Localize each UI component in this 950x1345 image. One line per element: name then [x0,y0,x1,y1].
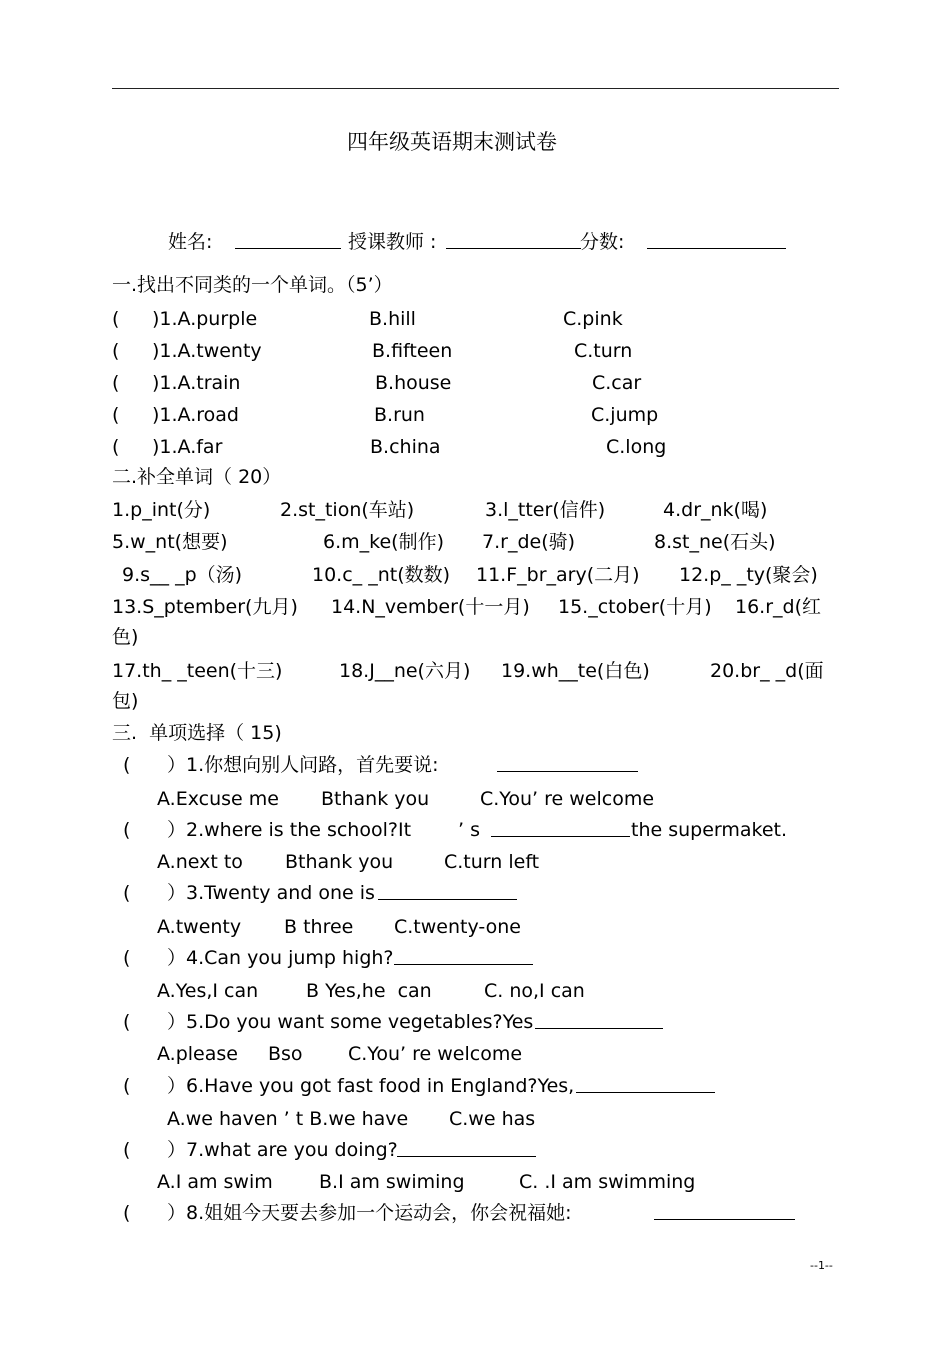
top-rule [112,88,839,89]
q1-option-c: C.You’ re welcome [480,788,655,810]
s1-item4-c: C.jump [591,404,659,426]
s2-word-2[interactable]: 2.st_tion(车站) [280,499,415,521]
s2-word-9[interactable]: 9.s__ _p（汤) [122,564,243,586]
q2-option-c: C.turn left [444,851,540,873]
s2-word-18[interactable]: 18.J__ne(六月) [339,660,471,682]
s2-word-20[interactable]: 20.br_ _d(面 [710,660,824,682]
q2-text: ）2.where is the school?It [167,819,412,841]
s1-item1-a: )1.A.purple [152,308,258,330]
q2-answer-paren[interactable]: ( [123,819,131,841]
score-label: 分数: [580,231,625,253]
s2-word-4[interactable]: 4.dr_nk(喝) [663,499,768,521]
s1-item5-paren[interactable]: ( [112,436,120,458]
s2-word-1[interactable]: 1.p_int(分) [112,499,211,521]
s1-item1-paren[interactable]: ( [112,308,120,330]
s1-item3-b: B.house [375,372,452,394]
s2-word-15[interactable]: 15._ctober(十月) [558,596,712,618]
s2-word-19[interactable]: 19.wh__te(白色) [501,660,650,682]
q2-text-end: the supermaket. [631,819,788,841]
s2-word-20-cont: 包) [112,690,139,712]
q5-option-a: A.please [157,1043,238,1065]
q3-text: ）3.Twenty and one is [167,882,375,904]
q4-blank[interactable] [394,946,533,971]
s2-word-14[interactable]: 14.N_vember(十一月) [331,596,530,618]
s1-item2-b: B.fifteen [372,340,453,362]
q2-blank[interactable] [491,818,630,843]
q7-text: ）7.what are you doing? [167,1139,398,1161]
s1-item4-b: B.run [374,404,425,426]
section1-heading: 一.找出不同类的一个单词。（5’） [112,274,393,296]
q3-blank[interactable] [378,881,517,906]
s2-word-16-cont: 色) [112,626,139,648]
s2-word-16[interactable]: 16.r_d(红 [735,596,822,618]
s2-word-17[interactable]: 17.th_ _teen(十三) [112,660,283,682]
s1-item3-paren[interactable]: ( [112,372,120,394]
q3-option-b: B three [284,916,354,938]
s1-item3-a: )1.A.train [152,372,241,394]
q4-option-b: B Yes,he can [306,980,432,1002]
page-number: --1-- [810,1259,833,1272]
s2-word-11[interactable]: 11.F_br_ary(二月) [476,564,640,586]
q6-blank[interactable] [576,1074,715,1099]
q1-blank[interactable] [497,753,638,778]
s1-item2-a: )1.A.twenty [152,340,262,362]
s1-item2-paren[interactable]: ( [112,340,120,362]
q8-answer-paren[interactable]: ( [123,1202,131,1224]
page-title: 四年级英语期末测试卷 [347,130,557,154]
q4-answer-paren[interactable]: ( [123,947,131,969]
q6-option-c: C.we has [449,1108,536,1130]
q6-option-ab: A.we haven ’ t B.we have [167,1108,409,1130]
q6-text: ）6.Have you got fast food in England?Yes, [167,1075,575,1097]
s2-word-10[interactable]: 10.c_ _nt(数数) [312,564,451,586]
s2-word-3[interactable]: 3.l_tter(信件) [485,499,606,521]
s1-item5-a: )1.A.far [152,436,223,458]
s1-item3-c: C.car [592,372,642,394]
q1-option-b: Bthank you [321,788,430,810]
q7-option-a: A.I am swim [157,1171,273,1193]
q2-option-b: Bthank you [285,851,394,873]
section2-heading: 二.补全单词（ 20） [112,466,282,488]
q5-option-b: Bso [268,1043,303,1065]
s2-word-5[interactable]: 5.w_nt(想要) [112,531,228,553]
q6-answer-paren[interactable]: ( [123,1075,131,1097]
q1-answer-paren[interactable]: ( [123,754,131,776]
q7-blank[interactable] [397,1138,536,1163]
s1-item1-b: B.hill [369,308,416,330]
q3-option-c: C.twenty-one [394,916,521,938]
q2-option-a: A.next to [157,851,243,873]
q1-text: ）1.你想向别人问路，首先要说: [167,754,439,776]
s1-item4-paren[interactable]: ( [112,404,120,426]
q5-option-c: C.You’ re welcome [348,1043,523,1065]
s1-item2-c: C.turn [574,340,633,362]
s2-word-7[interactable]: 7.r_de(骑) [482,531,576,553]
q4-option-a: A.Yes,I can [157,980,259,1002]
q5-answer-paren[interactable]: ( [123,1011,131,1033]
q7-option-c: C. .I am swimming [519,1171,696,1193]
name-field[interactable] [235,230,341,255]
q3-option-a: A.twenty [157,916,242,938]
q4-option-c: C. no,I can [484,980,585,1002]
s1-item5-c: C.long [606,436,667,458]
q7-option-b: B.I am swiming [319,1171,465,1193]
s1-item5-b: B.china [370,436,441,458]
teacher-field[interactable] [446,230,581,255]
q1-option-a: A.Excuse me [157,788,279,810]
q3-answer-paren[interactable]: ( [123,882,131,904]
score-field[interactable] [647,230,786,255]
q8-text: ）8.姐姐今天要去参加一个运动会，你会祝福她: [167,1202,572,1224]
q2-text-s: ’ s [458,819,480,841]
q7-answer-paren[interactable]: ( [123,1139,131,1161]
q5-blank[interactable] [535,1010,663,1035]
teacher-label: 授课教师 : [348,231,437,253]
s1-item1-c: C.pink [563,308,623,330]
s2-word-8[interactable]: 8.st_ne(石头) [654,531,776,553]
s2-word-6[interactable]: 6.m_ke(制作) [323,531,444,553]
q5-text: ）5.Do you want some vegetables?Yes [167,1011,534,1033]
s1-item4-a: )1.A.road [152,404,239,426]
name-label: 姓名: [168,231,213,253]
s2-word-12[interactable]: 12.p_ _ty(聚会) [679,564,818,586]
s2-word-13[interactable]: 13.S_ptember(九月) [112,596,298,618]
section3-heading: 三. 单项选择（ 15) [112,722,282,744]
q4-text: ）4.Can you jump high? [167,947,394,969]
q8-blank[interactable] [654,1201,795,1226]
